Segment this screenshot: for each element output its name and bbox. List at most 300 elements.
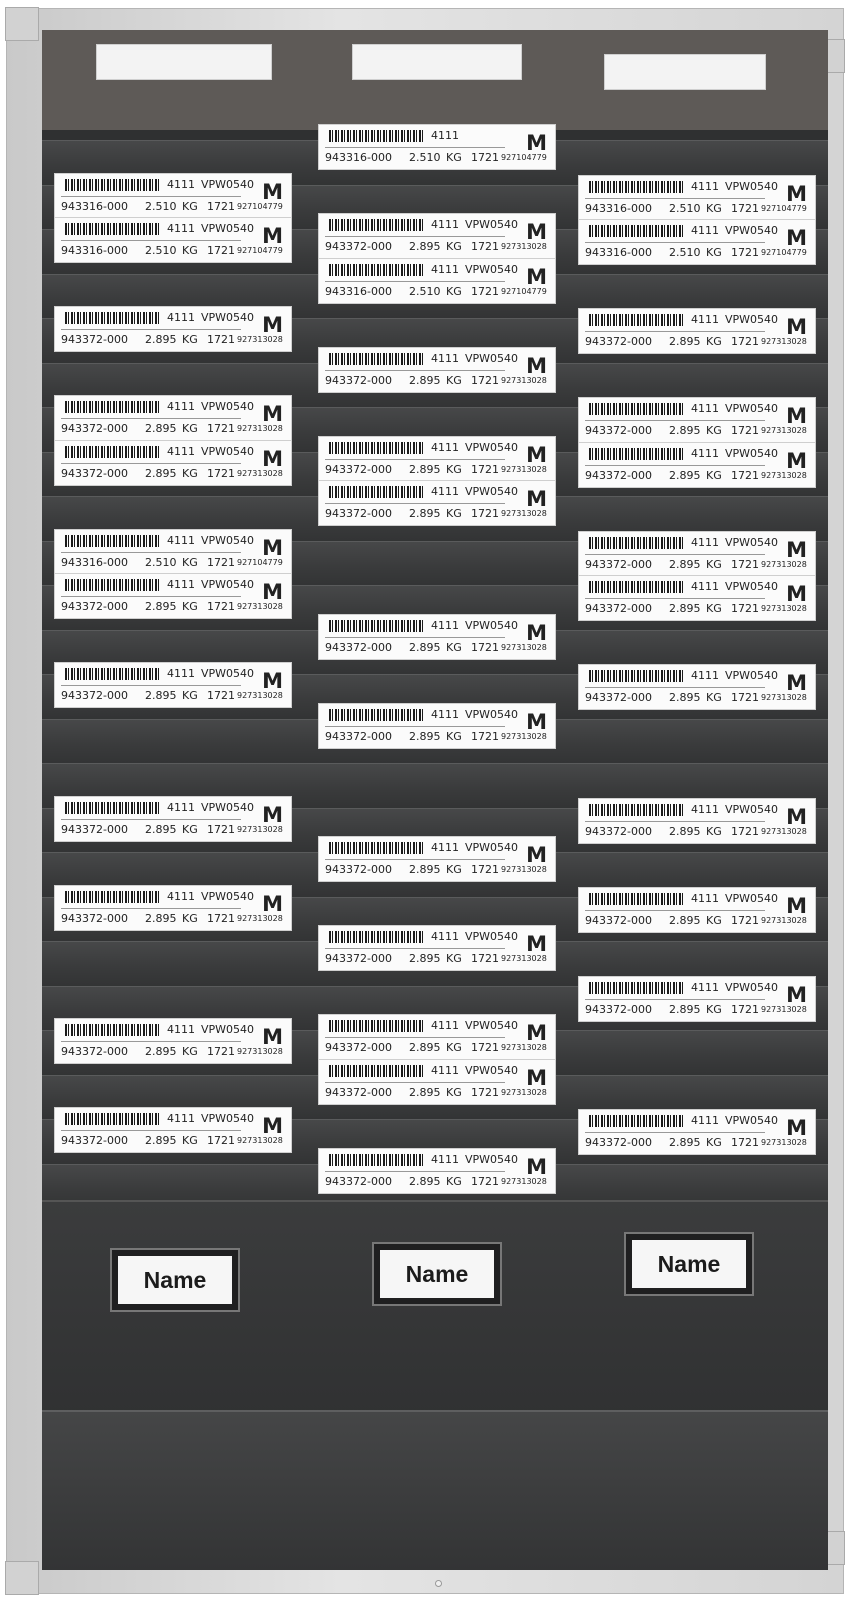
card-quantity: 2.510	[145, 555, 177, 569]
card-vp: VPW0540	[465, 618, 519, 632]
card-article: 943372-000	[61, 911, 128, 925]
card-unit: KG	[446, 1041, 462, 1054]
card-quantity: 2.895	[409, 640, 441, 654]
card-number: 1721	[207, 422, 235, 435]
barcode-icon	[329, 842, 425, 854]
card-unit: KG	[182, 333, 198, 346]
card-divider	[585, 910, 765, 911]
barcode-icon	[329, 1154, 425, 1166]
job-ticket-card[interactable]	[318, 480, 556, 526]
card-unit: KG	[706, 1136, 722, 1149]
card-unit: KG	[706, 201, 722, 215]
card-divider	[325, 1082, 505, 1083]
job-ticket-card[interactable]	[54, 1018, 292, 1064]
barcode-icon	[65, 802, 161, 814]
card-reference: 927313028	[761, 826, 807, 836]
card-divider	[585, 554, 765, 555]
job-ticket-card[interactable]	[54, 440, 292, 486]
card-unit: KG	[446, 640, 462, 654]
card-number: 1721	[471, 462, 499, 476]
card-divider	[585, 1132, 765, 1133]
card-code: 4111	[167, 1023, 195, 1036]
card-m-mark: M	[526, 843, 547, 867]
barcode-icon	[65, 401, 161, 413]
job-ticket-card[interactable]	[578, 219, 816, 265]
card-code: 4111	[167, 400, 195, 413]
job-ticket-card[interactable]	[318, 258, 556, 304]
card-quantity: 2.510	[409, 151, 441, 164]
job-ticket-card[interactable]	[318, 614, 556, 660]
card-m-mark: M	[786, 404, 807, 428]
job-ticket-card[interactable]	[318, 347, 556, 393]
job-ticket-card[interactable]	[578, 442, 816, 488]
card-m-mark: M	[786, 582, 807, 606]
card-reference: 927313028	[237, 468, 283, 478]
barcode-icon	[589, 893, 685, 905]
card-article: 943372-000	[61, 422, 128, 435]
card-number: 1721	[471, 240, 499, 253]
card-board	[42, 30, 828, 1570]
card-divider	[61, 463, 241, 464]
card-divider	[585, 331, 765, 332]
card-divider	[61, 1041, 241, 1042]
barcode-icon	[329, 130, 425, 142]
bottom-name-panel	[42, 1200, 828, 1420]
card-code: 4111	[691, 402, 719, 415]
card-article: 943316-000	[61, 199, 128, 213]
card-number: 1721	[471, 863, 499, 876]
card-reference: 927313028	[501, 954, 547, 963]
card-unit: KG	[706, 602, 722, 615]
job-ticket-card[interactable]	[54, 662, 292, 708]
card-vp: VPW0540	[201, 177, 255, 191]
card-number: 1721	[731, 468, 759, 482]
card-m-mark: M	[526, 709, 547, 734]
card-quantity: 2.895	[409, 373, 441, 387]
card-article: 943372-000	[61, 822, 128, 836]
card-unit: KG	[446, 1174, 462, 1188]
barcode-icon	[65, 891, 161, 903]
card-article: 943372-000	[325, 729, 392, 743]
card-code: 4111	[167, 222, 195, 235]
card-divider	[61, 685, 241, 686]
job-ticket-card[interactable]	[318, 1148, 556, 1194]
card-m-mark: M	[262, 802, 283, 827]
job-ticket-card[interactable]	[318, 1014, 556, 1060]
card-code: 4111	[431, 440, 459, 454]
card-quantity: 2.895	[145, 333, 177, 346]
card-reference: 927313028	[237, 1047, 283, 1056]
top-label-slot[interactable]	[352, 44, 522, 80]
barcode-icon	[329, 931, 425, 943]
card-vp: VPW0540	[725, 313, 779, 326]
frame-corner-top-left	[5, 7, 39, 41]
card-vp: VPW0540	[201, 400, 255, 413]
top-label-slot[interactable]	[96, 44, 272, 80]
card-reference: 927313028	[501, 865, 547, 874]
card-article: 943316-000	[325, 151, 392, 164]
card-m-mark: M	[262, 224, 283, 248]
card-divider	[61, 908, 241, 909]
card-quantity: 2.895	[669, 602, 701, 615]
card-vp: VPW0540	[465, 841, 519, 854]
barcode-icon	[65, 179, 161, 191]
barcode-icon	[589, 982, 685, 994]
card-number: 1721	[207, 199, 235, 213]
name-label: Name	[118, 1256, 232, 1304]
card-m-mark: M	[526, 264, 547, 289]
card-reference: 927313028	[501, 464, 547, 474]
job-ticket-card[interactable]	[578, 798, 816, 844]
card-reference: 927313028	[761, 426, 807, 435]
card-vp: VPW0540	[201, 889, 255, 903]
card-divider	[61, 240, 241, 241]
card-divider	[61, 819, 241, 820]
job-ticket-card[interactable]	[54, 529, 292, 575]
card-m-mark: M	[262, 313, 283, 337]
job-ticket-card[interactable]	[318, 124, 556, 170]
card-reference: 927104779	[501, 286, 547, 296]
card-m-mark: M	[262, 891, 283, 916]
job-ticket-card[interactable]	[318, 925, 556, 971]
name-holder-center[interactable]	[372, 1242, 502, 1306]
card-article: 943372-000	[325, 373, 392, 387]
barcode-icon	[65, 312, 161, 324]
card-unit: KG	[446, 240, 462, 253]
card-code: 4111	[431, 618, 459, 632]
barcode-icon	[589, 225, 685, 237]
card-number: 1721	[731, 602, 759, 615]
barcode-icon	[589, 181, 685, 193]
card-number: 1721	[207, 555, 235, 569]
job-ticket-card[interactable]	[318, 703, 556, 749]
barcode-icon	[589, 448, 685, 460]
job-ticket-card[interactable]	[578, 175, 816, 221]
card-code: 4111	[691, 891, 719, 905]
card-vp: VPW0540	[465, 440, 519, 454]
barcode-icon	[65, 535, 161, 547]
name-label: Name	[632, 1240, 746, 1288]
card-reference: 927313028	[237, 602, 283, 611]
card-unit: KG	[182, 555, 198, 569]
card-number: 1721	[731, 557, 759, 571]
barcode-icon	[65, 1024, 161, 1036]
card-m-mark: M	[786, 982, 807, 1007]
card-vp: VPW0540	[201, 667, 255, 680]
card-code: 4111	[431, 707, 459, 721]
card-vp: VPW0540	[201, 1023, 255, 1036]
card-vp: VPW0540	[465, 1063, 519, 1077]
card-code: 4111	[167, 800, 195, 814]
card-code: 4111	[691, 802, 719, 816]
card-number: 1721	[471, 373, 499, 387]
card-reference: 927313028	[761, 470, 807, 480]
card-quantity: 2.895	[145, 466, 177, 480]
card-code: 4111	[431, 841, 459, 854]
card-reference: 927313028	[761, 693, 807, 702]
card-quantity: 2.510	[669, 201, 701, 215]
card-code: 4111	[431, 218, 459, 231]
card-reference: 927313028	[237, 691, 283, 700]
job-ticket-card[interactable]	[318, 436, 556, 482]
card-article: 943372-000	[325, 640, 392, 654]
card-quantity: 2.895	[669, 691, 701, 704]
card-article: 943372-000	[325, 462, 392, 476]
card-number: 1721	[471, 284, 499, 298]
card-vp: VPW0540	[725, 891, 779, 905]
card-number: 1721	[731, 691, 759, 704]
job-ticket-card[interactable]	[578, 575, 816, 621]
card-unit: KG	[446, 284, 462, 298]
card-m-mark: M	[526, 620, 547, 645]
card-unit: KG	[706, 246, 722, 259]
card-divider	[325, 147, 505, 148]
card-quantity: 2.895	[409, 462, 441, 476]
card-reference: 927104779	[501, 153, 547, 162]
card-code: 4111	[167, 1112, 195, 1125]
card-vp: VPW0540	[725, 980, 779, 994]
card-m-mark: M	[262, 446, 283, 471]
card-reference: 927313028	[237, 424, 283, 433]
card-article: 943372-000	[585, 335, 652, 348]
card-unit: KG	[706, 557, 722, 571]
card-m-mark: M	[526, 487, 547, 511]
barcode-icon	[589, 581, 685, 593]
card-unit: KG	[706, 824, 722, 838]
card-vp: VPW0540	[201, 444, 255, 458]
card-article: 943372-000	[61, 1045, 128, 1058]
card-quantity: 2.895	[409, 507, 441, 520]
job-ticket-card[interactable]	[54, 573, 292, 619]
name-holder-right[interactable]	[624, 1232, 754, 1296]
job-ticket-card[interactable]	[54, 217, 292, 263]
card-article: 943316-000	[325, 284, 392, 298]
job-ticket-card[interactable]	[578, 308, 816, 354]
card-divider	[325, 948, 505, 949]
job-ticket-card[interactable]	[318, 213, 556, 259]
card-divider	[585, 687, 765, 688]
card-quantity: 2.895	[409, 863, 441, 876]
card-unit: KG	[182, 199, 198, 213]
card-unit: KG	[706, 424, 722, 437]
card-reference: 927313028	[501, 1176, 547, 1186]
job-ticket-card[interactable]	[578, 976, 816, 1022]
job-ticket-card[interactable]	[54, 173, 292, 219]
card-reference: 927104779	[761, 203, 807, 213]
card-vp: VPW0540	[725, 179, 779, 193]
card-quantity: 2.510	[145, 199, 177, 213]
card-article: 943372-000	[585, 691, 652, 704]
card-m-mark: M	[262, 535, 283, 560]
top-label-slot[interactable]	[604, 54, 766, 90]
card-article: 943316-000	[61, 244, 128, 257]
card-reference: 927313028	[761, 559, 807, 569]
card-article: 943372-000	[61, 333, 128, 346]
card-unit: KG	[182, 911, 198, 925]
barcode-icon	[329, 219, 425, 231]
card-m-mark: M	[526, 1021, 547, 1045]
card-article: 943372-000	[325, 1085, 392, 1099]
card-article: 943372-000	[325, 863, 392, 876]
card-m-mark: M	[526, 1065, 547, 1090]
card-article: 943372-000	[585, 602, 652, 615]
card-code: 4111	[431, 129, 459, 142]
card-unit: KG	[182, 1134, 198, 1147]
card-number: 1721	[471, 151, 499, 164]
card-article: 943372-000	[325, 952, 392, 965]
barcode-icon	[589, 537, 685, 549]
bottom-pocket	[42, 1410, 828, 1570]
card-quantity: 2.510	[669, 246, 701, 259]
card-divider	[325, 236, 505, 237]
card-vp: VPW0540	[725, 1114, 779, 1127]
job-ticket-card[interactable]	[54, 1107, 292, 1153]
card-number: 1721	[471, 952, 499, 965]
card-code: 4111	[691, 1114, 719, 1127]
name-holder-left[interactable]	[110, 1248, 240, 1312]
card-article: 943372-000	[585, 824, 652, 838]
card-quantity: 2.895	[669, 557, 701, 571]
job-ticket-card[interactable]	[318, 836, 556, 882]
card-number: 1721	[207, 333, 235, 346]
job-ticket-card[interactable]	[578, 664, 816, 710]
card-reference: 927313028	[501, 509, 547, 518]
card-reference: 927313028	[761, 604, 807, 613]
card-article: 943372-000	[585, 913, 652, 927]
job-ticket-card[interactable]	[318, 1059, 556, 1105]
card-m-mark: M	[786, 315, 807, 339]
job-ticket-card[interactable]	[578, 1109, 816, 1155]
card-article: 943372-000	[585, 424, 652, 437]
card-vp: VPW0540	[725, 535, 779, 549]
card-vp: VPW0540	[725, 580, 779, 593]
card-number: 1721	[207, 1134, 235, 1147]
barcode-icon	[329, 620, 425, 632]
card-number: 1721	[731, 824, 759, 838]
card-divider	[325, 281, 505, 282]
card-number: 1721	[207, 600, 235, 613]
barcode-icon	[329, 1065, 425, 1077]
card-m-mark: M	[526, 442, 547, 467]
card-code: 4111	[431, 930, 459, 943]
card-number: 1721	[731, 913, 759, 927]
card-divider	[585, 465, 765, 466]
card-quantity: 2.895	[669, 424, 701, 437]
card-divider	[585, 242, 765, 243]
card-unit: KG	[182, 244, 198, 257]
job-ticket-card[interactable]	[54, 306, 292, 352]
card-quantity: 2.895	[669, 468, 701, 482]
card-reference: 927313028	[501, 731, 547, 741]
job-ticket-card[interactable]	[578, 531, 816, 577]
card-m-mark: M	[786, 448, 807, 473]
card-number: 1721	[731, 424, 759, 437]
card-quantity: 2.895	[409, 1085, 441, 1099]
job-ticket-card[interactable]	[54, 796, 292, 842]
card-divider	[325, 503, 505, 504]
card-unit: KG	[182, 1045, 198, 1058]
job-ticket-card[interactable]	[578, 887, 816, 933]
card-number: 1721	[471, 1174, 499, 1188]
card-vp: VPW0540	[201, 578, 255, 591]
card-reference: 927313028	[501, 375, 547, 385]
card-quantity: 2.510	[145, 244, 177, 257]
card-divider	[325, 459, 505, 460]
card-vp: VPW0540	[725, 802, 779, 816]
card-vp: VPW0540	[465, 262, 519, 276]
card-reference: 927313028	[761, 915, 807, 925]
card-quantity: 2.895	[669, 335, 701, 348]
card-code: 4111	[431, 1152, 459, 1166]
card-reference: 927313028	[761, 1138, 807, 1147]
card-code: 4111	[431, 1019, 459, 1032]
card-divider	[585, 420, 765, 421]
card-article: 943372-000	[61, 689, 128, 702]
card-code: 4111	[167, 311, 195, 324]
card-divider	[585, 598, 765, 599]
job-ticket-card[interactable]	[54, 885, 292, 931]
card-unit: KG	[446, 952, 462, 965]
card-number: 1721	[731, 246, 759, 259]
card-vp: VPW0540	[725, 402, 779, 415]
card-reference: 927313028	[237, 1136, 283, 1145]
card-reference: 927313028	[237, 913, 283, 923]
card-quantity: 2.895	[669, 913, 701, 927]
card-article: 943372-000	[61, 1134, 128, 1147]
card-divider	[61, 596, 241, 597]
card-vp: VPW0540	[201, 311, 255, 324]
card-code: 4111	[167, 533, 195, 547]
card-vp: VPW0540	[465, 1152, 519, 1166]
card-code: 4111	[691, 179, 719, 193]
card-reference: 927104779	[237, 201, 283, 211]
card-m-mark: M	[262, 1114, 283, 1138]
card-unit: KG	[446, 863, 462, 876]
card-unit: KG	[706, 691, 722, 704]
card-divider	[585, 999, 765, 1000]
card-unit: KG	[446, 151, 462, 164]
card-code: 4111	[691, 224, 719, 237]
card-code: 4111	[691, 313, 719, 326]
card-reference: 927313028	[501, 1043, 547, 1052]
barcode-icon	[589, 1115, 685, 1127]
frame-corner-bottom-left	[5, 1561, 39, 1595]
barcode-icon	[329, 264, 425, 276]
card-reference: 927104779	[761, 248, 807, 257]
card-vp: VPW0540	[201, 533, 255, 547]
card-vp: VPW0540	[201, 800, 255, 814]
barcode-icon	[589, 804, 685, 816]
card-m-mark: M	[786, 1116, 807, 1140]
card-quantity: 2.510	[409, 284, 441, 298]
card-code: 4111	[167, 578, 195, 591]
card-code: 4111	[691, 535, 719, 549]
job-ticket-card[interactable]	[578, 397, 816, 443]
card-unit: KG	[182, 689, 198, 702]
card-number: 1721	[471, 507, 499, 520]
card-m-mark: M	[786, 893, 807, 918]
job-ticket-card[interactable]	[54, 395, 292, 441]
card-vp: VPW0540	[465, 930, 519, 943]
barcode-icon	[329, 353, 425, 365]
card-article: 943316-000	[585, 201, 652, 215]
card-article: 943316-000	[61, 555, 128, 569]
card-m-mark: M	[526, 131, 547, 155]
card-quantity: 2.895	[145, 689, 177, 702]
card-unit: KG	[182, 466, 198, 480]
card-vp: VPW0540	[201, 1112, 255, 1125]
card-code: 4111	[167, 667, 195, 680]
